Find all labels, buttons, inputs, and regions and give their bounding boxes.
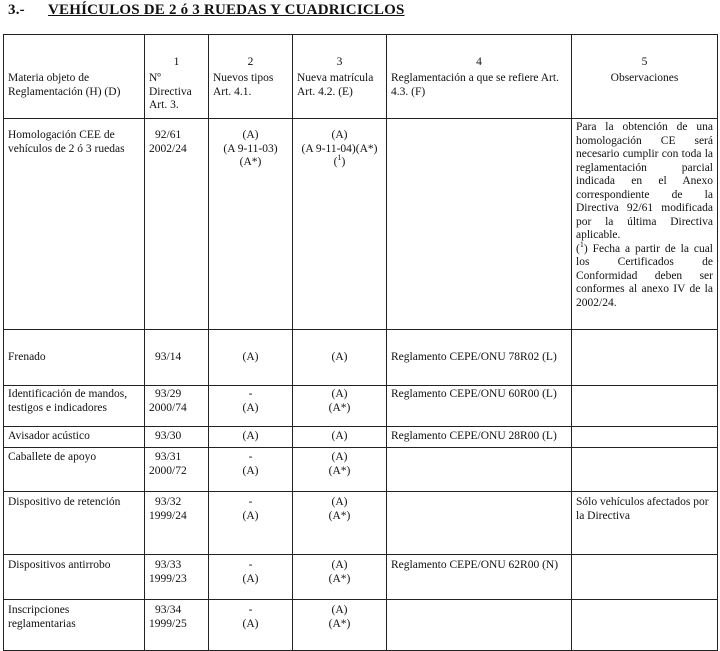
directive-number: 1999/24 bbox=[149, 509, 187, 522]
table-row bbox=[4, 427, 718, 448]
header-line: Observaciones bbox=[610, 72, 679, 84]
new-types-value: - bbox=[248, 388, 253, 400]
new-types-cell: (A) bbox=[209, 427, 293, 448]
new-types-value: (A) bbox=[242, 401, 259, 414]
table-row bbox=[4, 448, 718, 492]
new-registration-value: (A) bbox=[331, 129, 348, 141]
new-types-cell: (A) bbox=[209, 330, 293, 386]
new-types-cell bbox=[209, 492, 293, 555]
directive-cell bbox=[145, 448, 209, 492]
new-registration-value: (A) bbox=[331, 559, 348, 571]
subject-cell bbox=[4, 119, 145, 330]
header-new-registration bbox=[293, 71, 387, 119]
directive-number: 93/32 bbox=[155, 496, 182, 508]
table-row bbox=[4, 492, 718, 555]
column-number: 5 bbox=[572, 35, 718, 72]
header-line: Reglamentación (H) (D) bbox=[8, 85, 121, 98]
table-row bbox=[4, 555, 718, 600]
subject-cell: Caballete de apoyo bbox=[4, 448, 145, 492]
header-line: Art. 4.2. (E) bbox=[297, 85, 353, 98]
regulation-cell bbox=[387, 119, 572, 330]
observation-note: ($^1$) Fecha a partir de la cual los Certificados de Conformidad deben ser conformes al anexo IV de la 2002/24. bbox=[576, 239, 713, 309]
new-registration-value-line bbox=[297, 143, 382, 170]
directive-number: 93/14 bbox=[155, 350, 182, 363]
new-registration-value: (A) bbox=[331, 388, 348, 400]
header-line: Nº bbox=[149, 72, 161, 84]
table-row bbox=[4, 119, 718, 330]
directive-number: 2000/72 bbox=[149, 464, 187, 477]
new-types-cell bbox=[209, 386, 293, 427]
new-registration-value: (A) bbox=[331, 451, 348, 463]
observations-cell bbox=[572, 386, 718, 427]
directive-number: 93/34 bbox=[155, 604, 182, 616]
regulation-cell bbox=[387, 448, 572, 492]
directive-number: 92/61 bbox=[155, 129, 182, 141]
header-new-types bbox=[209, 71, 293, 119]
regulation-cell: Reglamento CEPE/ONU 78R02 (L) bbox=[387, 330, 572, 386]
new-registration-cell: (A) bbox=[293, 427, 387, 448]
header-line: Art. 3. bbox=[149, 99, 179, 111]
new-registration-value: (A*) bbox=[328, 572, 351, 585]
regulation-table bbox=[3, 34, 718, 651]
table-row bbox=[4, 386, 718, 427]
header-line: 4.3. (F) bbox=[391, 85, 426, 98]
new-types-value: - bbox=[248, 451, 253, 463]
directive-number: 93/29 bbox=[155, 388, 182, 400]
directive-number: 2002/24 bbox=[149, 142, 187, 155]
regulation-cell: Reglamento CEPE/ONU 60R00 (L) bbox=[387, 386, 572, 427]
header-line: Directiva bbox=[149, 85, 192, 98]
new-registration-cell bbox=[293, 386, 387, 427]
observations-cell bbox=[572, 492, 718, 555]
subject-cell bbox=[4, 386, 145, 427]
subject-cell: Dispositivos antirrobo bbox=[4, 555, 145, 600]
header-regulation bbox=[387, 71, 572, 119]
new-registration-cell bbox=[293, 492, 387, 555]
subject-cell: Dispositivo de retención bbox=[4, 492, 145, 555]
section-heading bbox=[8, 2, 405, 19]
directive-cell bbox=[145, 386, 209, 427]
section-title: VEHÍCULOS DE 2 ó 3 RUEDAS Y CUADRICICLOS bbox=[48, 2, 405, 18]
new-types-value: (A) bbox=[242, 509, 259, 522]
header-line: Materia objeto de bbox=[8, 72, 90, 84]
observation-line: la Directiva bbox=[576, 509, 630, 522]
new-registration-cell: (A) bbox=[293, 330, 387, 386]
directive-number: 1999/23 bbox=[149, 572, 187, 585]
new-registration-cell bbox=[293, 555, 387, 600]
regulation-cell bbox=[387, 492, 572, 555]
new-types-value: - bbox=[248, 496, 253, 508]
subject-line: testigos e indicadores bbox=[8, 401, 108, 414]
header-line: Nueva matrícula bbox=[297, 72, 374, 84]
subject-line: Inscripciones bbox=[8, 604, 70, 616]
directive-number: 93/33 bbox=[155, 559, 182, 571]
new-registration-value: (A*) bbox=[328, 401, 351, 414]
new-registration-value: (A*) bbox=[328, 464, 351, 477]
new-types-value: (A) bbox=[242, 464, 259, 477]
new-registration-value: (A*) bbox=[328, 617, 351, 630]
directive-cell bbox=[145, 555, 209, 600]
new-registration-value: (A*) bbox=[328, 509, 351, 522]
header-observations bbox=[572, 71, 718, 119]
subject-cell: Avisador acústico bbox=[4, 427, 145, 448]
column-number-row bbox=[4, 35, 718, 72]
subject-line: Identificación de mandos, bbox=[8, 388, 128, 400]
header-line: Nuevos tipos bbox=[213, 72, 274, 84]
table-row bbox=[4, 330, 718, 386]
directive-number: 93/31 bbox=[155, 451, 182, 463]
observations-cell bbox=[572, 448, 718, 492]
new-types-value: (A) bbox=[242, 129, 259, 141]
directive-cell bbox=[145, 427, 209, 448]
header-line: Art. 4.1. bbox=[213, 85, 252, 98]
new-types-value: (A 9-11-03)(A*) bbox=[223, 142, 278, 168]
header-line: Reglamentación a que se refiere Art. bbox=[391, 72, 559, 84]
observations-text bbox=[576, 121, 713, 310]
new-types-value: (A) bbox=[242, 617, 259, 630]
subject-line: Homologación CEE de bbox=[8, 129, 115, 141]
new-registration-cell bbox=[293, 448, 387, 492]
footnote-marker: 1 bbox=[579, 239, 584, 249]
subject-line: vehículos de 2 ó 3 ruedas bbox=[8, 142, 125, 155]
observation-paragraph: Para la obtención de una homologación CE será necesario cumplir con toda la reglamentación parcial indicada en el Anexo correspondiente de la Directiva 92/61 modificada por la última Directiva aplicable. bbox=[576, 121, 713, 241]
regulation-cell: Reglamento CEPE/ONU 28R00 (L) bbox=[387, 427, 572, 448]
subject-line: reglamentarias bbox=[8, 617, 76, 630]
column-number: 3 bbox=[293, 35, 387, 72]
new-types-cell bbox=[209, 555, 293, 600]
new-registration-value: (A) bbox=[331, 496, 348, 508]
footnote-marker: 1 bbox=[337, 153, 342, 163]
directive-number: 93/30 bbox=[155, 430, 182, 443]
new-registration-tail: ) bbox=[341, 156, 346, 168]
observations-cell bbox=[572, 330, 718, 386]
regulation-cell: Reglamento CEPE/ONU 62R00 (N) bbox=[387, 555, 572, 600]
new-types-value: - bbox=[248, 604, 253, 616]
directive-number: 1999/25 bbox=[149, 617, 187, 630]
new-registration-value: (A) bbox=[331, 604, 348, 616]
subject-cell: Frenado bbox=[4, 330, 145, 386]
observations-cell bbox=[572, 555, 718, 600]
new-types-cell bbox=[209, 448, 293, 492]
new-types-value: (A) bbox=[242, 572, 259, 585]
new-registration-value: (A 9-11-04)(A*)( bbox=[301, 142, 378, 168]
directive-cell bbox=[145, 330, 209, 386]
observation-line: Sólo vehículos afectados por bbox=[576, 496, 709, 508]
column-number bbox=[4, 35, 145, 72]
section-number: 3.- bbox=[8, 2, 25, 18]
column-number: 2 bbox=[209, 35, 293, 72]
header-directive bbox=[145, 71, 209, 119]
new-registration-cell bbox=[293, 119, 387, 330]
new-types-value: - bbox=[248, 559, 253, 571]
observation-paragraph: Fecha a partir de la cual los Certificados de Conformidad deben ser conformes al anexo IV de la 2002/24. bbox=[576, 242, 713, 309]
directive-cell bbox=[145, 119, 209, 330]
column-label-row bbox=[4, 71, 718, 119]
new-types-cell bbox=[209, 119, 293, 330]
directive-cell bbox=[145, 492, 209, 555]
directive-number: 2000/74 bbox=[149, 401, 187, 414]
column-number: 1 bbox=[145, 35, 209, 72]
observations-cell bbox=[572, 427, 718, 448]
column-number: 4 bbox=[387, 35, 572, 72]
observations-cell bbox=[572, 119, 718, 330]
header-subject bbox=[4, 71, 145, 119]
